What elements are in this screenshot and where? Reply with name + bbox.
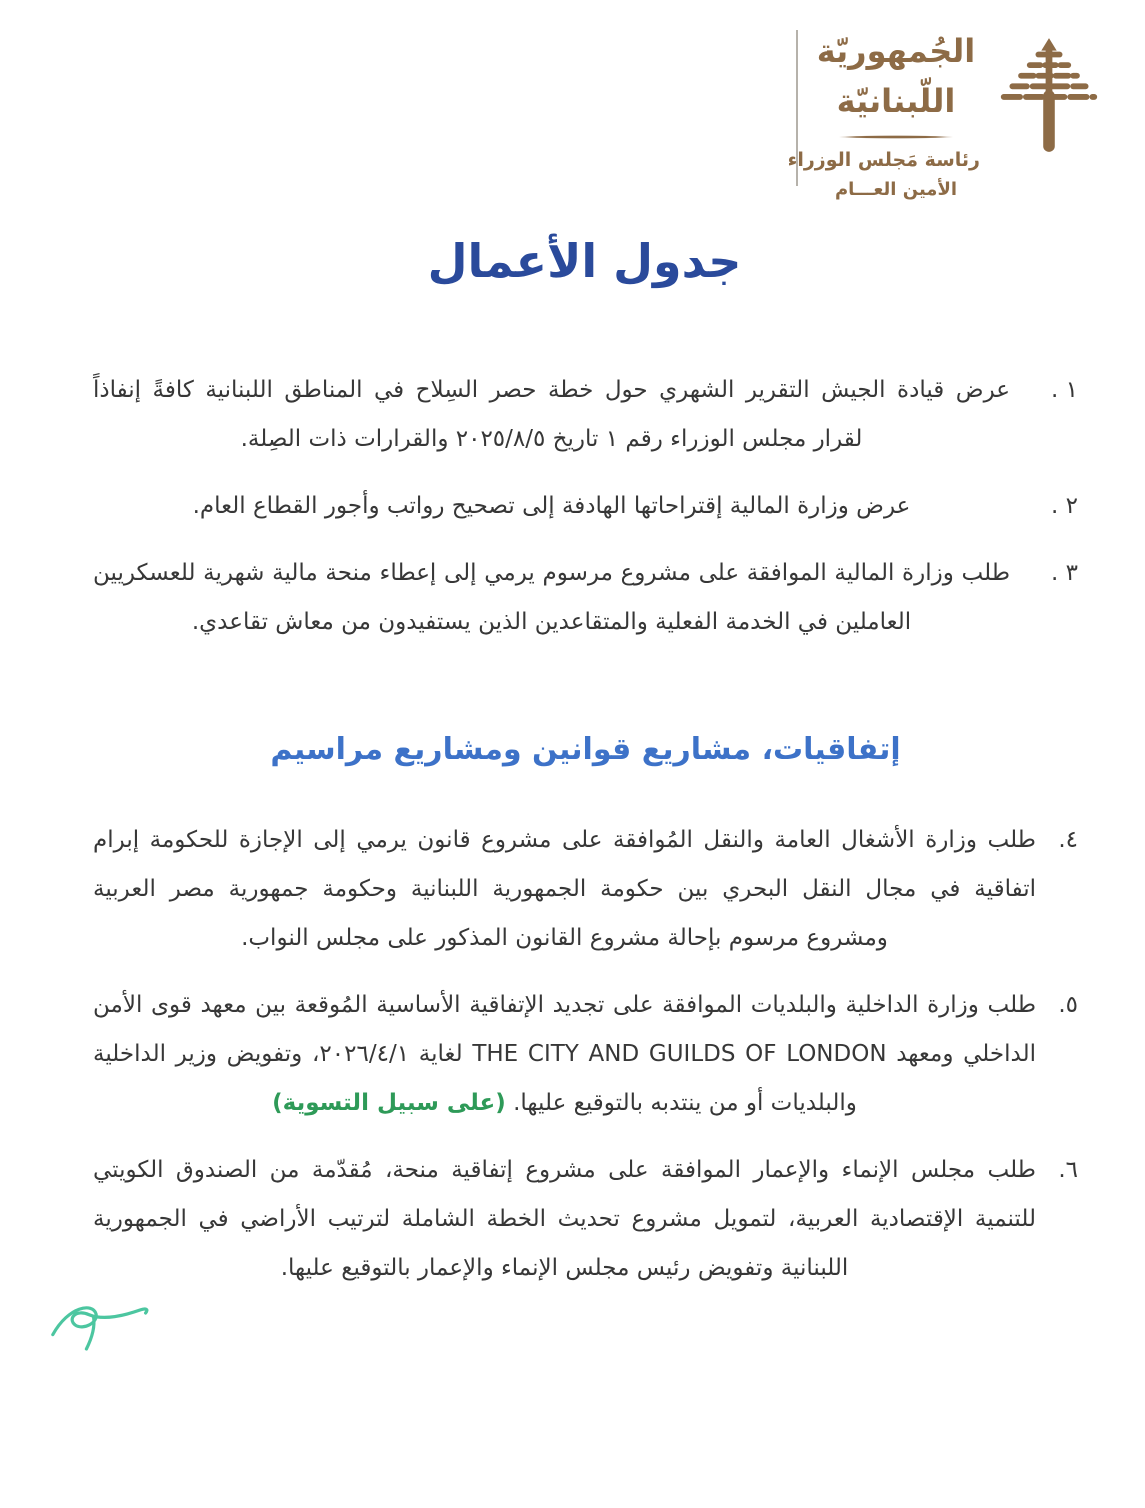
agenda-item-4 bbox=[93, 816, 1078, 963]
settlement-note: (على سبيل التسوية) bbox=[272, 1090, 506, 1116]
agenda-item-3 bbox=[93, 549, 1078, 647]
letterhead-text bbox=[787, 26, 980, 200]
item-text: عرض وزارة المالية إقتراحاتها الهادفة إلى تصحيح رواتب وأجور القطاع العام. bbox=[192, 493, 911, 519]
agenda-item-1 bbox=[93, 366, 1078, 464]
page-title: جدول الأعمال bbox=[427, 234, 742, 288]
republic-calligraphy bbox=[812, 26, 980, 126]
section-heading: إتفاقيات، مشاريع قوانين ومشاريع مراسيم bbox=[270, 732, 901, 767]
item-text: طلب وزارة المالية الموافقة على مشروع مرسوم يرمي إلى إعطاء منحة مالية شهرية للعسكريين العاملين في الخدمة الفعلية والمتقاعدين الذين يستفيدون من معاش تقاعدي. bbox=[93, 560, 1010, 635]
item-number: ٢ . bbox=[1051, 493, 1078, 519]
item-text: طلب وزارة الداخلية والبلديات الموافقة على تجديد الإتفاقية الأساسية المُوقعة بين معهد قوى الأمن الداخلي ومعهد THE CITY AND GUILDS OF LONDON لغاية ٢٠٢٦/٤/١، وتفويض وزير الداخلية والبلديات أو من ينتدبه بالتوقيع عليها. (على سبيل التسوية) bbox=[93, 992, 1037, 1116]
signature-mark bbox=[48, 1288, 152, 1370]
item-number: ٣ . bbox=[1051, 560, 1078, 586]
item-number: ٤. bbox=[1058, 827, 1078, 853]
pm-office-line: رئاسة مَجلس الوزراء bbox=[787, 149, 980, 171]
letterhead-divider bbox=[822, 135, 970, 139]
republic-line-1: الجُمهوريّة bbox=[816, 32, 976, 70]
lebanon-cedar-icon bbox=[996, 34, 1102, 156]
item-number: ٦. bbox=[1058, 1157, 1078, 1183]
item-number: ١ . bbox=[1051, 377, 1078, 403]
item-text: طلب مجلس الإنماء والإعمار الموافقة على مشروع إتفاقية منحة، مُقدّمة من الصندوق الكويتي للتنمية الإقتصادية العربية، لتمويل مشروع تحديث الخطة الشاملة لترتيب الأراضي في الجمهورية اللبنانية وتفويض رئيس مجلس الإنماء والإعمار بالتوقيع عليها. bbox=[93, 1157, 1036, 1281]
agenda-item-2 bbox=[93, 482, 1078, 531]
item-text: طلب وزارة الأشغال العامة والنقل المُوافقة على مشروع قانون يرمي إلى الإجازة للحكومة إبرام اتفاقية في مجال النقل البحري بين حكومة الجمهورية اللبنانية وحكومة جمهورية مصر العربية ومشروع مرسوم بإحالة مشروع القانون المذكور على مجلس النواب. bbox=[93, 827, 1036, 951]
agenda-part-1 bbox=[93, 366, 1078, 647]
letterhead bbox=[787, 26, 1102, 200]
agenda-part-2 bbox=[93, 816, 1078, 1293]
agenda-content bbox=[93, 366, 1078, 1311]
agenda-item-6 bbox=[93, 1146, 1078, 1293]
secretary-general-line: الأمين العـــام bbox=[834, 179, 958, 200]
item-text: عرض قيادة الجيش التقرير الشهري حول خطة حصر السِلاح في المناطق اللبنانية كافةً إنفاذاً لقرار مجلس الوزراء رقم ١ تاريخ ٢٠٢٥/٨/٥ والقرارات ذات الصِلة. bbox=[93, 377, 1010, 452]
item-number: ٥. bbox=[1058, 992, 1078, 1018]
agenda-item-5 bbox=[93, 981, 1078, 1128]
republic-line-2: اللّبنانيّة bbox=[836, 82, 956, 120]
